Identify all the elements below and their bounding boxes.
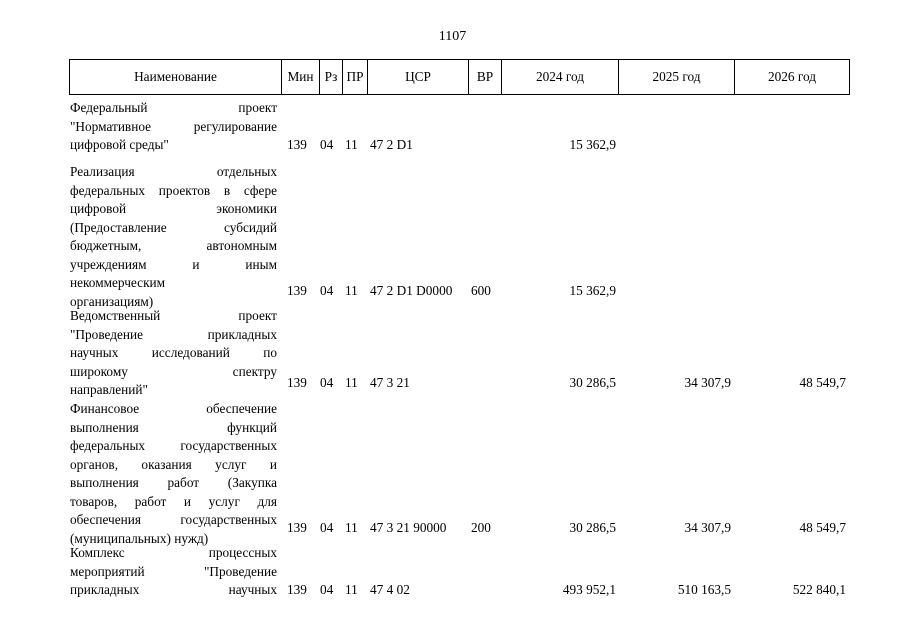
cell-2025: 34 307,9 <box>684 520 731 535</box>
cell-2024: 493 952,1 <box>562 582 616 597</box>
page-number: 1107 <box>438 29 467 44</box>
column-header-pr: ПР <box>343 60 368 94</box>
cell-csr: 47 3 21 90000 <box>370 520 447 535</box>
table-header <box>69 59 850 95</box>
column-header-2024: 2024 год <box>502 60 619 94</box>
cell-pr: 11 <box>345 137 358 152</box>
column-header-vr: ВР <box>469 60 502 94</box>
cell-2026: 48 549,7 <box>799 520 846 535</box>
cell-2024: 30 286,5 <box>569 375 616 390</box>
row-name-line: (Предоставление субсидий <box>70 219 277 235</box>
column-header-name: Наименование <box>70 60 282 94</box>
row-name-line: выполнения функций <box>70 419 277 435</box>
cell-min: 139 <box>287 582 307 597</box>
cell-csr: 47 4 02 <box>370 582 410 597</box>
row-name-line: обеспечения государственных <box>70 512 277 527</box>
cell-csr: 47 3 21 <box>370 375 410 390</box>
row-name <box>70 400 277 548</box>
row-name-line: Ведомственный проект <box>70 308 277 323</box>
row-name-line: Финансовое обеспечение <box>70 401 277 416</box>
row-name-line: научных исследований по <box>70 345 277 360</box>
row-name-line: Реализация отдельных <box>70 164 277 179</box>
row-name-line: федеральных государственных <box>70 438 277 453</box>
column-header-min: Мин <box>282 60 320 94</box>
row-name-line: широкому спектру <box>70 363 277 379</box>
row-name-line: учреждениям и иным <box>70 256 277 272</box>
cell-2026: 48 549,7 <box>799 375 846 390</box>
cell-min: 139 <box>287 520 307 535</box>
row-name-line: "Проведение прикладных <box>70 326 277 342</box>
cell-2024: 15 362,9 <box>569 283 616 298</box>
cell-2024: 15 362,9 <box>569 137 616 152</box>
row-name-line: выполнения работ (Закупка <box>70 475 277 490</box>
row-name-line: (муниципальных) нужд) <box>70 530 209 546</box>
column-header-csr: ЦСР <box>368 60 469 94</box>
cell-vr: 200 <box>471 520 491 535</box>
cell-rz: 04 <box>320 283 334 298</box>
cell-2024: 30 286,5 <box>569 520 616 535</box>
column-header-2025: 2025 год <box>619 60 735 94</box>
row-name-line: товаров, работ и услуг для <box>70 493 277 509</box>
row-name-line: федеральных проектов в сфере <box>70 182 277 198</box>
row-name <box>70 307 277 400</box>
row-name-line: цифровой экономики <box>70 201 277 216</box>
row-name-line: Федеральный проект <box>70 100 277 115</box>
row-name-line: направлений" <box>70 382 148 397</box>
row-name-line: цифровой среды" <box>70 137 169 152</box>
cell-rz: 04 <box>320 520 334 535</box>
row-name-line: прикладных научных <box>70 582 277 597</box>
cell-pr: 11 <box>345 582 358 597</box>
row-name-line: Комплекс процессных <box>70 545 277 560</box>
cell-csr: 47 2 D1 <box>370 137 413 152</box>
cell-2025: 34 307,9 <box>684 375 731 390</box>
row-name <box>70 163 277 311</box>
cell-pr: 11 <box>345 283 358 298</box>
cell-rz: 04 <box>320 137 334 152</box>
row-name-line: бюджетным, автономным <box>70 238 277 253</box>
row-name-line: "Нормативное регулирование <box>70 118 277 134</box>
cell-pr: 11 <box>345 520 358 535</box>
row-name <box>70 99 277 155</box>
row-name-line: органов, оказания услуг и <box>70 456 277 472</box>
cell-2026: 522 840,1 <box>792 582 846 597</box>
column-header-2026: 2026 год <box>767 69 817 84</box>
row-name-line: организациям) <box>70 293 154 309</box>
cell-min: 139 <box>287 375 307 390</box>
cell-rz: 04 <box>320 375 334 390</box>
cell-2025: 510 163,5 <box>677 582 731 597</box>
row-name <box>70 544 277 600</box>
cell-rz: 04 <box>320 582 334 597</box>
row-name-line: некоммерческим <box>70 275 166 290</box>
cell-vr: 600 <box>471 283 491 298</box>
cell-min: 139 <box>287 137 307 152</box>
column-header-rz: Рз <box>320 60 343 94</box>
cell-pr: 11 <box>345 375 358 390</box>
cell-csr: 47 2 D1 D0000 <box>370 283 453 298</box>
row-name-line: мероприятий "Проведение <box>70 563 277 579</box>
cell-min: 139 <box>287 283 307 298</box>
